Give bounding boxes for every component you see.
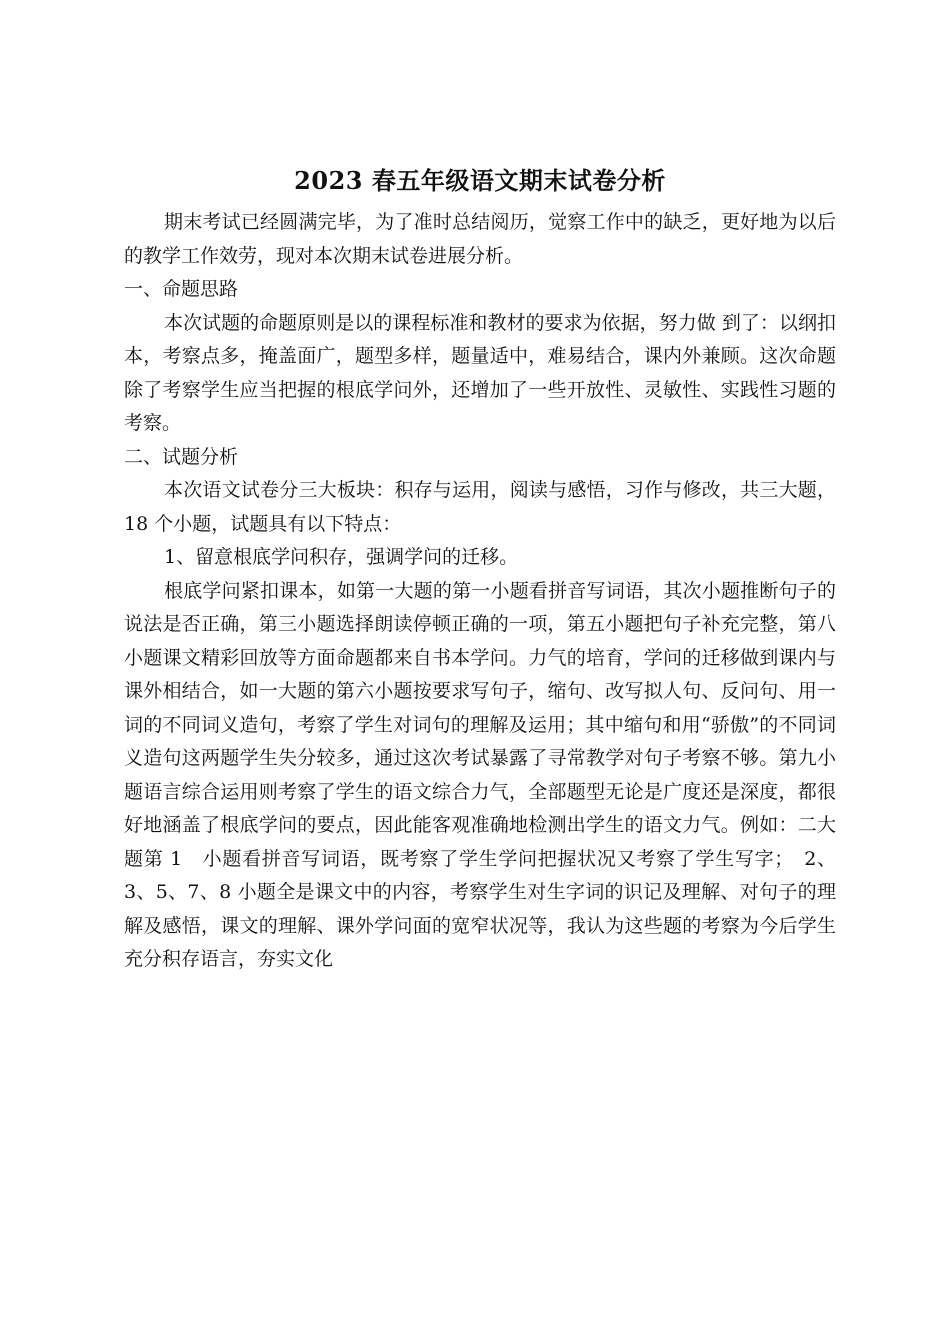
point-1-paragraph: 1、留意根底学问积存，强调学问的迁移。 (164, 546, 519, 568)
document-page (124, 160, 836, 977)
document-title: 2023 春五年级语文期末试卷分析 (294, 166, 666, 195)
detail-paragraph: 根底学问紧扣课本，如第一大题的第一小题看拼音写词语，其次小题推断句子的说法是否正确，第三小题选择朗读停顿正确的一项，第五小题把句子补充完整，第八小题课文精彩回放等方面命题都来自书本学问。力气的培育，学问的迁移做到课内与课外相结合，如一大题的第六小题按要求写句子，缩句、改写拟人句、反问句、用一词的不同词义造句，考察了学生对词句的理解及运用；其中缩句和用“骄傲”的不同词义造句这两题学生失分较多，通过这次考试暴露了寻常教学对句子考察不够。第九小题语言综合运用则考察了学生的语文综合力气，全部题型无论是广度还是深度，都很好地涵盖了根底学问的要点，因此能客观准确地检测出学生的语文力气。例如：二大题第 1 小题看拼音写词语，既考察了学生学问把握状况又考察了学生写字； 2、3、5、7、8 小题全是课文中的内容，考察学生对生字词的识记及理解、对句子的理解及感悟，课文的理解、课外学问面的宽窄状况等，我认为这些题的考察为今后学生充分积存语言，夯实文化 (124, 579, 836, 970)
section-heading-proposition: 一、命题思路 (124, 278, 239, 300)
section-heading-analysis: 二、试题分析 (124, 445, 239, 468)
analysis-paragraph: 本次语文试卷分三大板块：积存与运用，阅读与感悟，习作与修改，共三大题，18 个小题，试题具有以下特点： (124, 479, 836, 535)
proposition-paragraph: 本次试题的命题原则是以的课程标准和教材的要求为依据，努力做 到了：以纲扣本，考察点多，掩盖面广，题型多样，题量适中，难易结合，课内外兼顾。这次命题除了考察学生应当把握的根底学问外，还增加了一些开放性、灵敏性、实践性习题的考察。 (124, 311, 836, 434)
intro-paragraph: 期末考试已经圆满完毕，为了准时总结阅历，觉察工作中的缺乏，更好地为以后的教学工作效劳，现对本次期末试卷进展分析。 (124, 211, 836, 267)
